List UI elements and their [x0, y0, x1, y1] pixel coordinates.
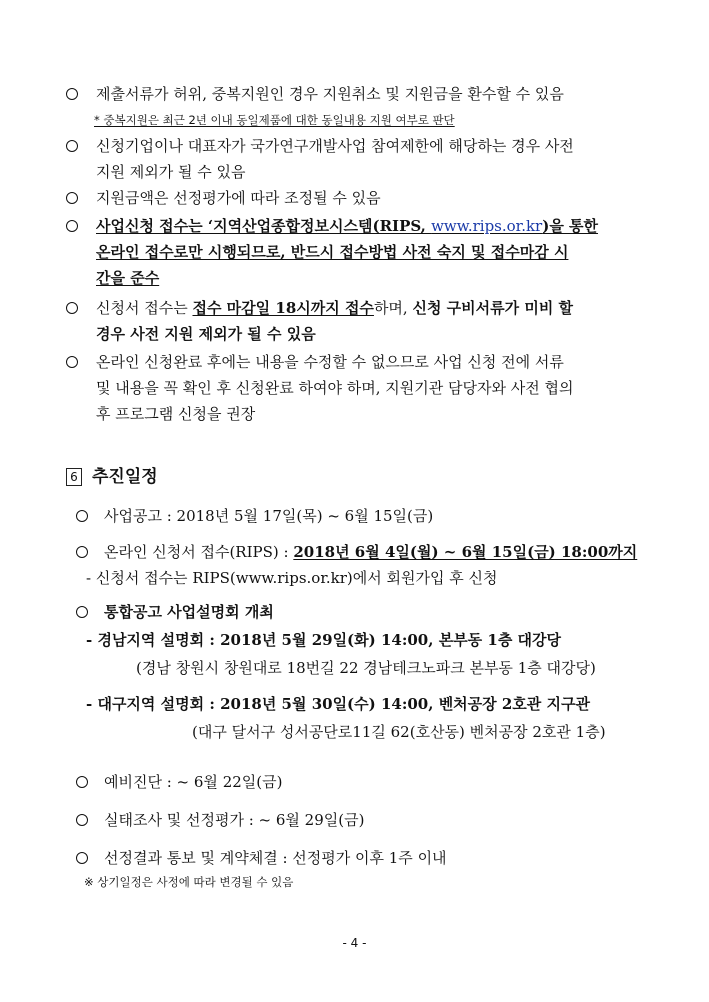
circle-bullet-icon: [66, 88, 78, 100]
circle-bullet-icon: [76, 852, 88, 864]
circle-bullet-icon: [66, 302, 78, 314]
note-text-emphasis: 경우 사전 지원 제외가 될 수 있음: [96, 325, 316, 343]
note-text-emphasis: 사업신청 접수는 ‘지역산업종합정보시스템(RIPS, www.rips.or.kr)을 통한: [96, 217, 599, 235]
section-number: 6: [66, 468, 82, 486]
schedule-survey: 실태조사 및 선정평가 : ~ 6월 29일(금): [104, 811, 365, 829]
note-text: 후 프로그램 신청을 권장: [96, 405, 256, 423]
rips-link[interactable]: www.rips.or.kr: [431, 217, 543, 235]
schedule-announce: 사업공고 : 2018년 5월 17일(목) ~ 6월 15일(금): [104, 507, 434, 525]
footnote: * 중복지원은 최근 2년 이내 동일제품에 대한 동일내용 지원 여부로 판단: [94, 113, 455, 127]
circle-bullet-icon: [76, 510, 88, 522]
circle-bullet-icon: [66, 140, 78, 152]
circle-bullet-icon: [76, 546, 88, 558]
note-text-emphasis: 간을 준수: [96, 269, 160, 287]
schedule-gyeongnam-address: (경남 창원시 창원대로 18번길 22 경남테크노파크 본부동 1층 대강당): [136, 659, 596, 677]
schedule-daegu-address: (대구 달서구 성서공단로11길 62(호산동) 벤처공장 2호관 1층): [192, 723, 606, 741]
circle-bullet-icon: [76, 776, 88, 788]
note-text: 신청서 접수는 접수 마감일 18시까지 접수하며, 신청 구비서류가 미비 할: [96, 299, 574, 317]
note-text: 및 내용을 꼭 확인 후 신청완료 하여야 하며, 지원기관 담당자와 사전 협의: [96, 379, 574, 397]
schedule-result: 선정결과 통보 및 계약체결 : 선정평가 이후 1주 이내: [104, 849, 447, 867]
circle-bullet-icon: [66, 192, 78, 204]
schedule-gyeongnam: - 경남지역 설명회 : 2018년 5월 29일(화) 14:00, 본부동 1층 대강당: [86, 631, 562, 649]
schedule-prelim: 예비진단 : ~ 6월 22일(금): [104, 773, 283, 791]
schedule-online: 온라인 신청서 접수(RIPS) : 2018년 6월 4일(월) ~ 6월 15일(금) 18:00까지: [104, 543, 638, 561]
note-text: 신청기업이나 대표자가 국가연구개발사업 참여제한에 해당하는 경우 사전: [96, 137, 574, 155]
circle-bullet-icon: [66, 356, 78, 368]
circle-bullet-icon: [76, 814, 88, 826]
section-title: 추진일정: [92, 467, 158, 487]
note-text: 제출서류가 허위, 중복지원인 경우 지원취소 및 지원금을 환수할 수 있음: [96, 85, 564, 103]
note-text: 지원 제외가 될 수 있음: [96, 163, 246, 181]
circle-bullet-icon: [66, 220, 78, 232]
schedule-briefing: 통합공고 사업설명회 개최: [104, 603, 274, 621]
schedule-daegu: - 대구지역 설명회 : 2018년 5월 30일(수) 14:00, 벤처공장 2호관 지구관: [86, 695, 590, 713]
schedule-notice: ※ 상기일정은 사정에 따라 변경될 수 있음: [84, 875, 294, 889]
page-number: - 4 -: [342, 936, 367, 950]
circle-bullet-icon: [76, 606, 88, 618]
note-text-emphasis: 온라인 접수로만 시행되므로, 반드시 접수방법 사전 숙지 및 접수마감 시: [96, 243, 569, 261]
note-text: 지원금액은 선정평가에 따라 조정될 수 있음: [96, 189, 381, 207]
schedule-online-sub: - 신청서 접수는 RIPS(www.rips.or.kr)에서 회원가입 후 신청: [86, 569, 498, 587]
note-text: 온라인 신청완료 후에는 내용을 수정할 수 없으므로 사업 신청 전에 서류: [96, 353, 564, 371]
